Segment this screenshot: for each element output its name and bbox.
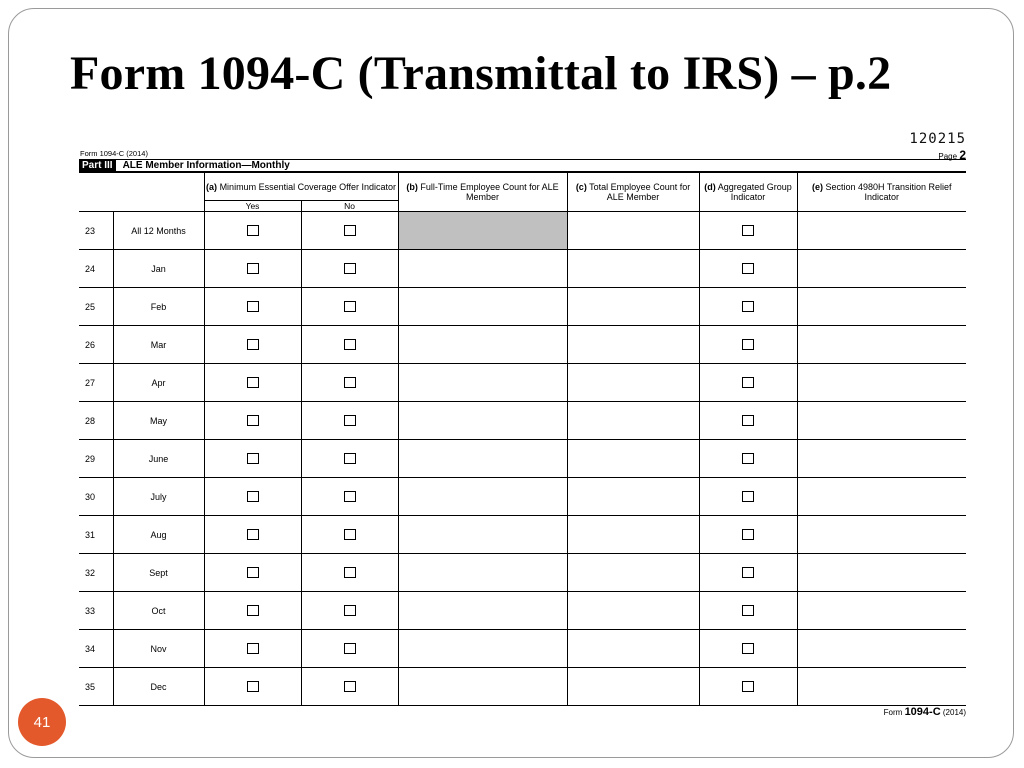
mec-no-checkbox[interactable] <box>344 453 356 464</box>
mec-no-cell <box>301 440 398 478</box>
ft-employee-count-cell[interactable] <box>398 516 567 554</box>
col-d-letter: (d) <box>704 182 716 192</box>
line-number: 28 <box>79 402 113 440</box>
ft-employee-count-cell <box>398 212 567 250</box>
col-d-header <box>699 173 797 212</box>
mec-no-checkbox[interactable] <box>344 681 356 692</box>
line-number: 26 <box>79 326 113 364</box>
table-row <box>79 554 966 592</box>
aggregated-group-cell <box>699 668 797 706</box>
month-label: July <box>113 478 204 516</box>
table-row <box>79 592 966 630</box>
month-label: Mar <box>113 326 204 364</box>
transition-relief-cell[interactable] <box>797 478 966 516</box>
aggregated-group-checkbox[interactable] <box>742 681 754 692</box>
total-employee-count-cell[interactable] <box>567 554 699 592</box>
line-number: 34 <box>79 630 113 668</box>
table-row <box>79 478 966 516</box>
header-spacer <box>79 173 204 212</box>
mec-yes-checkbox[interactable] <box>247 301 259 312</box>
transition-relief-cell[interactable] <box>797 212 966 250</box>
total-employee-count-cell[interactable] <box>567 212 699 250</box>
mec-yes-cell <box>204 516 301 554</box>
aggregated-group-checkbox[interactable] <box>742 491 754 502</box>
line-number: 33 <box>79 592 113 630</box>
aggregated-group-cell <box>699 402 797 440</box>
line-number: 23 <box>79 212 113 250</box>
aggregated-group-cell <box>699 554 797 592</box>
col-a-text: Minimum Essential Coverage Offer Indicator <box>219 181 396 192</box>
aggregated-group-cell <box>699 364 797 402</box>
form-label: Form 1094-C (2014) <box>80 149 148 158</box>
form-footer <box>884 706 966 718</box>
table-row <box>79 630 966 668</box>
mec-yes-cell <box>204 288 301 326</box>
total-employee-count-cell[interactable] <box>567 668 699 706</box>
mec-no-cell <box>301 326 398 364</box>
month-label: June <box>113 440 204 478</box>
ft-employee-count-cell[interactable] <box>398 554 567 592</box>
mec-yes-cell <box>204 668 301 706</box>
ft-employee-count-cell[interactable] <box>398 478 567 516</box>
total-employee-count-cell[interactable] <box>567 250 699 288</box>
mec-yes-cell <box>204 592 301 630</box>
mec-no-cell <box>301 364 398 402</box>
aggregated-group-cell <box>699 288 797 326</box>
total-employee-count-cell[interactable] <box>567 478 699 516</box>
month-label: May <box>113 402 204 440</box>
total-employee-count-cell[interactable] <box>567 364 699 402</box>
transition-relief-cell[interactable] <box>797 326 966 364</box>
line-number: 35 <box>79 668 113 706</box>
mec-no-cell <box>301 592 398 630</box>
col-a-yes-header: Yes <box>204 201 301 212</box>
transition-relief-cell[interactable] <box>797 668 966 706</box>
mec-no-cell <box>301 212 398 250</box>
mec-no-cell <box>301 402 398 440</box>
table-row <box>79 516 966 554</box>
aggregated-group-cell <box>699 212 797 250</box>
footer-form: 1094-C <box>904 706 941 718</box>
mec-yes-checkbox[interactable] <box>247 415 259 426</box>
table-row <box>79 364 966 402</box>
ft-employee-count-cell[interactable] <box>398 326 567 364</box>
aggregated-group-checkbox[interactable] <box>742 263 754 274</box>
mec-yes-checkbox[interactable] <box>247 225 259 236</box>
mec-no-checkbox[interactable] <box>344 643 356 654</box>
aggregated-group-checkbox[interactable] <box>742 301 754 312</box>
mec-no-checkbox[interactable] <box>344 377 356 388</box>
mec-no-checkbox[interactable] <box>344 339 356 350</box>
table-row <box>79 440 966 478</box>
ft-employee-count-cell[interactable] <box>398 592 567 630</box>
mec-no-checkbox[interactable] <box>344 605 356 616</box>
mec-no-checkbox[interactable] <box>344 263 356 274</box>
transition-relief-cell[interactable] <box>797 630 966 668</box>
col-c-header <box>567 173 699 212</box>
ft-employee-count-cell[interactable] <box>398 402 567 440</box>
transition-relief-cell[interactable] <box>797 516 966 554</box>
month-label: Oct <box>113 592 204 630</box>
transition-relief-cell[interactable] <box>797 402 966 440</box>
mec-no-cell <box>301 668 398 706</box>
transition-relief-cell[interactable] <box>797 592 966 630</box>
month-label: Aug <box>113 516 204 554</box>
col-c-text: Total Employee Count for ALE Member <box>589 182 691 202</box>
table-row <box>79 402 966 440</box>
line-number: 25 <box>79 288 113 326</box>
aggregated-group-cell <box>699 516 797 554</box>
ale-monthly-table <box>79 172 966 706</box>
transition-relief-cell[interactable] <box>797 554 966 592</box>
footer-prefix: Form <box>883 708 903 717</box>
aggregated-group-cell <box>699 592 797 630</box>
line-number: 27 <box>79 364 113 402</box>
col-e-text: Section 4980H Transition Relief Indicator <box>825 182 952 202</box>
total-employee-count-cell[interactable] <box>567 326 699 364</box>
col-c-letter: (c) <box>575 182 587 192</box>
month-label: Apr <box>113 364 204 402</box>
aggregated-group-checkbox[interactable] <box>742 453 754 464</box>
col-a-header <box>204 173 398 201</box>
mec-yes-checkbox[interactable] <box>247 529 259 540</box>
col-d-text: Aggregated Group Indicator <box>717 182 792 202</box>
ft-employee-count-cell[interactable] <box>398 440 567 478</box>
footer-year: (2014) <box>942 708 966 717</box>
aggregated-group-cell <box>699 630 797 668</box>
mec-no-checkbox[interactable] <box>344 225 356 236</box>
transition-relief-cell[interactable] <box>797 364 966 402</box>
col-a-letter: (a) <box>206 181 218 192</box>
aggregated-group-cell <box>699 440 797 478</box>
aggregated-group-checkbox[interactable] <box>742 225 754 236</box>
table-row <box>79 668 966 706</box>
month-label: Sept <box>113 554 204 592</box>
col-e-letter: (e) <box>811 182 823 192</box>
mec-no-cell <box>301 554 398 592</box>
table-row <box>79 288 966 326</box>
month-label: Nov <box>113 630 204 668</box>
line-number: 29 <box>79 440 113 478</box>
transition-relief-cell[interactable] <box>797 250 966 288</box>
ft-employee-count-cell[interactable] <box>398 364 567 402</box>
aggregated-group-checkbox[interactable] <box>742 605 754 616</box>
slide-page-number: 41 <box>18 698 66 746</box>
form-page-prefix: Page <box>938 152 958 161</box>
mec-yes-checkbox[interactable] <box>247 491 259 502</box>
ft-employee-count-cell[interactable] <box>398 668 567 706</box>
col-b-text: Full-Time Employee Count for ALE Member <box>420 182 559 202</box>
mec-yes-cell <box>204 630 301 668</box>
part-tag: Part III <box>79 160 116 171</box>
part-header <box>79 159 966 172</box>
col-e-header <box>797 173 966 212</box>
line-number: 31 <box>79 516 113 554</box>
mec-no-checkbox[interactable] <box>344 491 356 502</box>
mec-yes-checkbox[interactable] <box>247 453 259 464</box>
mec-no-checkbox[interactable] <box>344 415 356 426</box>
total-employee-count-cell[interactable] <box>567 440 699 478</box>
aggregated-group-cell <box>699 250 797 288</box>
mec-yes-checkbox[interactable] <box>247 681 259 692</box>
line-number: 24 <box>79 250 113 288</box>
transition-relief-cell[interactable] <box>797 288 966 326</box>
mec-yes-cell <box>204 554 301 592</box>
mec-yes-checkbox[interactable] <box>247 567 259 578</box>
month-label: Feb <box>113 288 204 326</box>
ft-employee-count-cell[interactable] <box>398 288 567 326</box>
mec-no-cell <box>301 288 398 326</box>
month-label: Dec <box>113 668 204 706</box>
col-b-letter: (b) <box>406 182 418 192</box>
mec-no-checkbox[interactable] <box>344 567 356 578</box>
mec-no-checkbox[interactable] <box>344 301 356 312</box>
aggregated-group-checkbox[interactable] <box>742 377 754 388</box>
mec-yes-cell <box>204 212 301 250</box>
mec-yes-checkbox[interactable] <box>247 339 259 350</box>
table-row <box>79 212 966 250</box>
mec-no-cell <box>301 250 398 288</box>
aggregated-group-checkbox[interactable] <box>742 643 754 654</box>
slide-title: Form 1094-C (Transmittal to IRS) – p.2 <box>70 47 892 100</box>
mec-no-cell <box>301 516 398 554</box>
total-employee-count-cell[interactable] <box>567 402 699 440</box>
table-row <box>79 326 966 364</box>
month-label: All 12 Months <box>113 212 204 250</box>
line-number: 32 <box>79 554 113 592</box>
total-employee-count-cell[interactable] <box>567 630 699 668</box>
month-label: Jan <box>113 250 204 288</box>
ft-employee-count-cell[interactable] <box>398 250 567 288</box>
line-number: 30 <box>79 478 113 516</box>
mec-yes-cell <box>204 250 301 288</box>
mec-no-cell <box>301 630 398 668</box>
aggregated-group-checkbox[interactable] <box>742 339 754 350</box>
col-b-header <box>398 173 567 212</box>
aggregated-group-checkbox[interactable] <box>742 415 754 426</box>
total-employee-count-cell[interactable] <box>567 516 699 554</box>
aggregated-group-checkbox[interactable] <box>742 567 754 578</box>
aggregated-group-cell <box>699 478 797 516</box>
mec-yes-checkbox[interactable] <box>247 263 259 274</box>
aggregated-group-checkbox[interactable] <box>742 529 754 540</box>
col-a-no-header: No <box>301 201 398 212</box>
aggregated-group-cell <box>699 326 797 364</box>
part-title: ALE Member Information—Monthly <box>122 160 290 171</box>
transition-relief-cell[interactable] <box>797 440 966 478</box>
form-page-number: 2 <box>959 148 966 162</box>
mec-yes-cell <box>204 440 301 478</box>
mec-yes-checkbox[interactable] <box>247 377 259 388</box>
mec-yes-cell <box>204 326 301 364</box>
total-employee-count-cell[interactable] <box>567 288 699 326</box>
ft-employee-count-cell[interactable] <box>398 630 567 668</box>
total-employee-count-cell[interactable] <box>567 592 699 630</box>
mec-yes-checkbox[interactable] <box>247 605 259 616</box>
mec-no-cell <box>301 478 398 516</box>
form-code: 120215 <box>909 131 966 147</box>
table-row <box>79 250 966 288</box>
mec-yes-checkbox[interactable] <box>247 643 259 654</box>
mec-yes-cell <box>204 402 301 440</box>
mec-yes-cell <box>204 478 301 516</box>
mec-no-checkbox[interactable] <box>344 529 356 540</box>
mec-yes-cell <box>204 364 301 402</box>
